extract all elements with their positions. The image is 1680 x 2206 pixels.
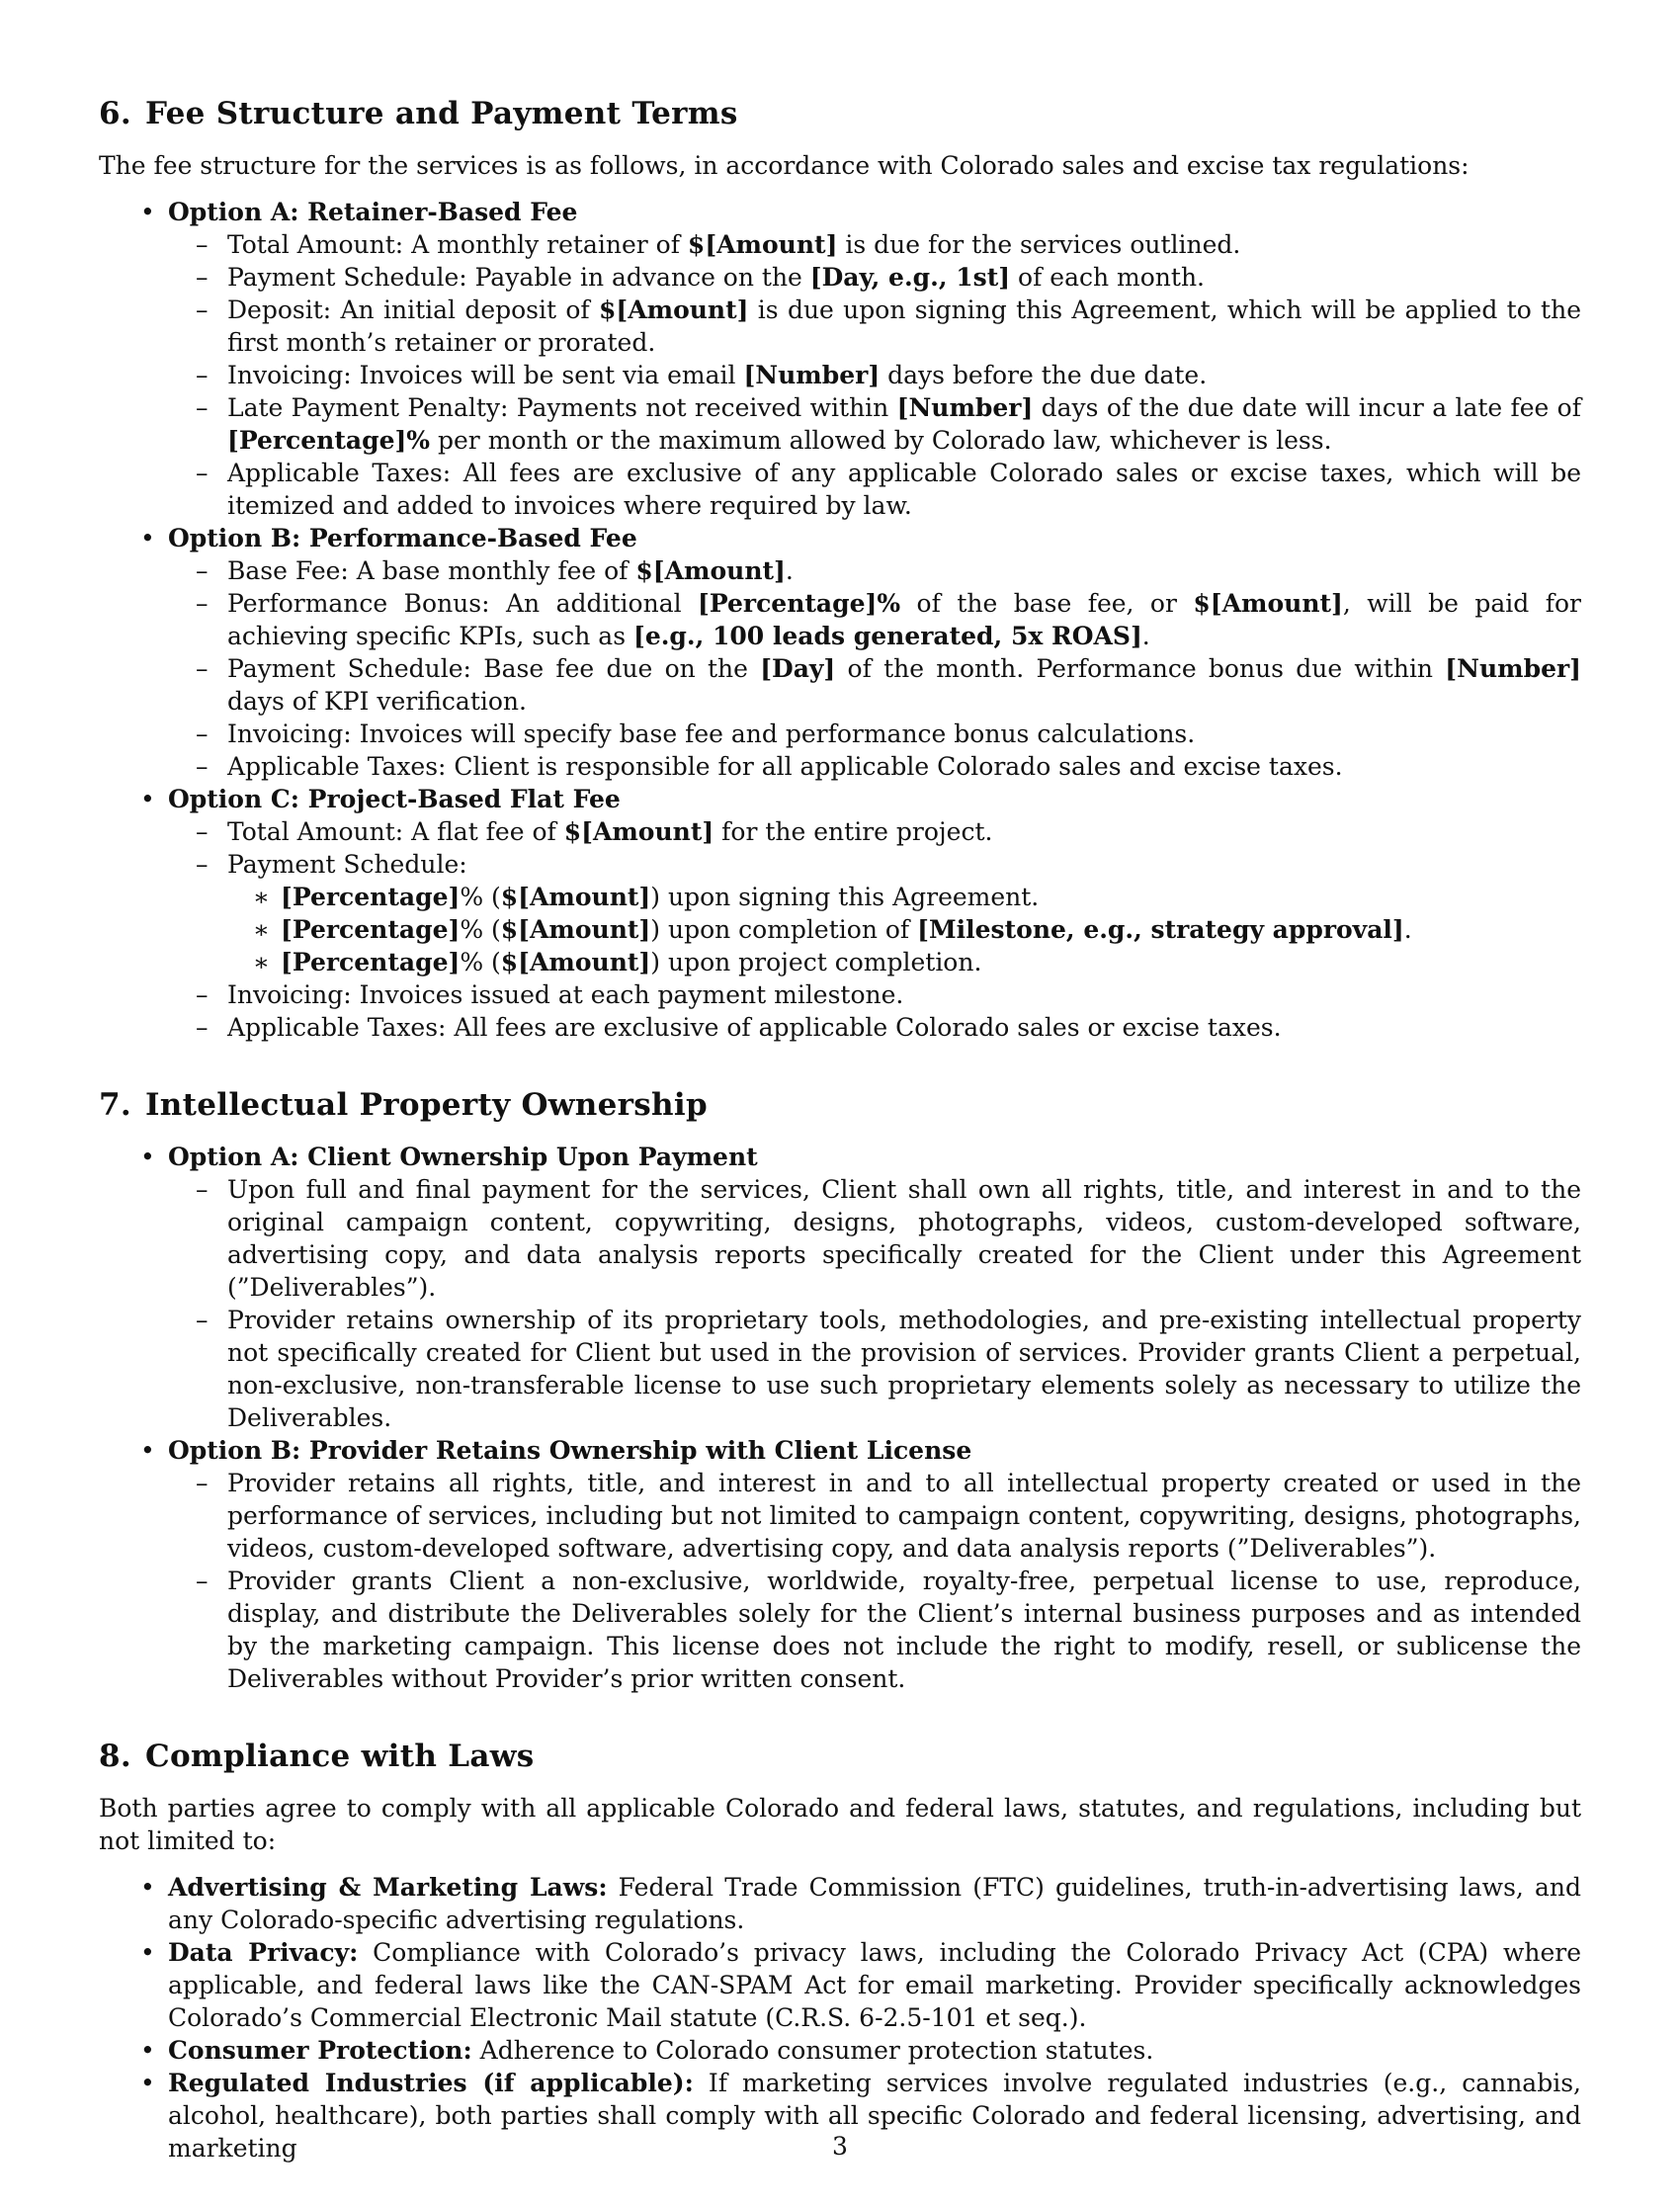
fee-option-c <box>99 783 1581 1044</box>
milestone-item: ∗ [Percentage]% ($[Amount]) upon project completion. <box>227 946 1581 978</box>
list-item: • Advertising & Marketing Laws: Federal Trade Commission (FTC) guidelines, truth-in-advertising laws, and any Colorado-specific advertising regulations. <box>99 1871 1581 1936</box>
milestone-item: ∗ [Percentage]% ($[Amount]) upon signing this Agreement. <box>227 881 1581 913</box>
list-item: – Payment Schedule: ∗ [Percentage]% ($[Amount]) upon signing this Agreement. ∗ [Percentage]% ($[Amount]) upon completion of [Milestone, e.g., strategy approval]. ∗ [Percentage]% ($[Amount]) upon project completion. <box>168 848 1581 978</box>
compliance-list <box>99 1871 1581 2164</box>
list-item: – Upon full and final payment for the services, Client shall own all rights, title, and interest in and to the original campaign content, copywriting, designs, photographs, videos, custom-developed software, advertising copy, and data analysis reports specifically created for the Client under this Agreement (”Deliverables”). <box>168 1173 1581 1304</box>
ip-option-a <box>99 1141 1581 1434</box>
list-item: – Provider retains all rights, title, and interest in and to all intellectual property created or used in the performance of services, including but not limited to campaign content, copywriting, designs, photographs, videos, custom-developed software, advertising copy, and data analysis reports (”Deliverables”). <box>168 1467 1581 1565</box>
list-item: – Payment Schedule: Payable in advance on the [Day, e.g., 1st] of each month. <box>168 261 1581 294</box>
list-item: – Applicable Taxes: Client is responsible for all applicable Colorado sales and excise taxes. <box>168 750 1581 783</box>
milestone-list <box>227 881 1581 978</box>
list-item: – Performance Bonus: An additional [Percentage]% of the base fee, or $[Amount], will be paid for achieving specific KPIs, such as [e.g., 100 leads generated, 5x ROAS]. <box>168 587 1581 652</box>
list-item: – Applicable Taxes: All fees are exclusive of applicable Colorado sales or excise taxes. <box>168 1011 1581 1044</box>
list-item: – Total Amount: A flat fee of $[Amount] for the entire project. <box>168 815 1581 848</box>
fee-option-b <box>99 522 1581 783</box>
list-item: – Invoicing: Invoices will be sent via email [Number] days before the due date. <box>168 359 1581 391</box>
list-item: • Data Privacy: Compliance with Colorado’s privacy laws, including the Colorado Privacy Act (CPA) where applicable, and federal laws like the CAN-SPAM Act for email marketing. Provider specifically acknowledges Colorado’s Commercial Electronic Mail statute (C.R.S. 6-2.5-101 et seq.). <box>99 1936 1581 2034</box>
section-fee-structure <box>99 94 1581 1044</box>
section-compliance <box>99 1737 1581 2164</box>
milestone-item: ∗ [Percentage]% ($[Amount]) upon completion of [Milestone, e.g., strategy approval]. <box>227 913 1581 946</box>
option-title: Option B: Performance-Based Fee <box>168 524 637 552</box>
option-title: Option A: Retainer-Based Fee <box>168 198 578 226</box>
list-item: – Provider grants Client a non-exclusive, worldwide, royalty-free, perpetual license to use, reproduce, display, and distribute the Deliverables solely for the Client’s internal business purposes and as intended by the marketing campaign. This license does not include the right to modify, resell, or sublicense the Deliverables without Provider’s prior written consent. <box>168 1565 1581 1695</box>
list-item: – Provider retains ownership of its proprietary tools, methodologies, and pre-existing intellectual property not specifically created for Client but used in the provision of services. Provider grants Client a perpetual, non-exclusive, non-transferable license to use such proprietary elements solely as necessary to utilize the Deliverables. <box>168 1304 1581 1434</box>
list-item: • Consumer Protection: Adherence to Colorado consumer protection statutes. <box>99 2034 1581 2067</box>
list-item: – Total Amount: A monthly retainer of $[Amount] is due for the services outlined. <box>168 228 1581 261</box>
ip-options-list <box>99 1141 1581 1695</box>
section-intellectual-property <box>99 1085 1581 1695</box>
option-title: Option A: Client Ownership Upon Payment <box>168 1143 758 1171</box>
document-page <box>99 94 1581 2206</box>
section-heading: 6. Fee Structure and Payment Terms <box>99 96 738 131</box>
list-item: • Regulated Industries (if applicable): If marketing services involve regulated industries (e.g., cannabis, alcohol, healthcare), both parties shall comply with all specific Colorado and federal licensing, advertising, and marketing <box>99 2067 1581 2164</box>
ip-option-b <box>99 1434 1581 1695</box>
fee-options-list <box>99 196 1581 1044</box>
option-title: Option C: Project-Based Flat Fee <box>168 785 621 813</box>
list-item: – Deposit: An initial deposit of $[Amount] is due upon signing this Agreement, which will be applied to the first month’s retainer or prorated. <box>168 294 1581 359</box>
list-item: – Invoicing: Invoices will specify base fee and performance bonus calculations. <box>168 718 1581 750</box>
list-item: – Late Payment Penalty: Payments not received within [Number] days of the due date will incur a late fee of [Percentage]% per month or the maximum allowed by Colorado law, whichever is less. <box>168 391 1581 457</box>
section-heading: 8. Compliance with Laws <box>99 1739 535 1774</box>
option-title: Option B: Provider Retains Ownership with Client License <box>168 1436 972 1465</box>
list-item: – Applicable Taxes: All fees are exclusive of any applicable Colorado sales or excise taxes, which will be itemized and added to invoices where required by law. <box>168 457 1581 522</box>
list-item: – Payment Schedule: Base fee due on the [Day] of the month. Performance bonus due within [Number] days of KPI verification. <box>168 652 1581 718</box>
section-intro: Both parties agree to comply with all applicable Colorado and federal laws, statutes, and regulations, including but not limited to: <box>99 1794 1581 1855</box>
section-heading: 7. Intellectual Property Ownership <box>99 1087 708 1123</box>
fee-option-a <box>99 196 1581 522</box>
list-item: – Base Fee: A base monthly fee of $[Amount]. <box>168 554 1581 587</box>
page-number: 3 <box>832 2132 848 2161</box>
list-item: – Invoicing: Invoices issued at each payment milestone. <box>168 978 1581 1011</box>
section-intro: The fee structure for the services is as follows, in accordance with Colorado sales and excise tax regulations: <box>99 151 1470 180</box>
